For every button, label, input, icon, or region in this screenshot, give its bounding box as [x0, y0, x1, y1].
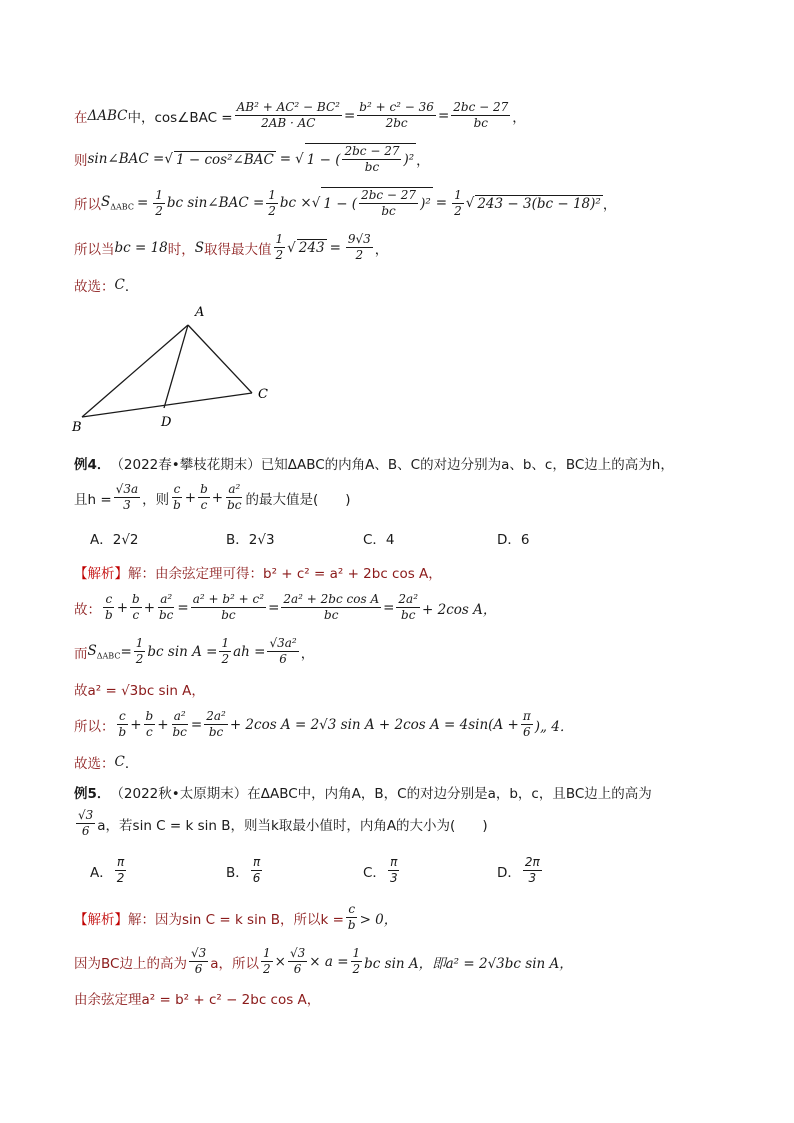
- option-c[interactable]: C．4: [363, 532, 395, 548]
- expr: bc = 18: [114, 239, 168, 256]
- example-label: 例4．: [74, 457, 111, 473]
- text: 由余弦定理a² = b² + c² − 2bc cos A，: [74, 992, 321, 1008]
- vertex-label-b: B: [72, 420, 82, 435]
- expr: sin∠BAC =: [87, 151, 165, 167]
- fraction: $\frac{1}{2}$: [155, 187, 163, 218]
- text: ，则: [142, 491, 170, 508]
- fraction: $\frac{1}{2}$: [454, 187, 462, 218]
- solution-line-1: [74, 100, 526, 131]
- text: 的最大值是( ): [245, 491, 351, 508]
- text: 在: [74, 109, 88, 126]
- example-label: 例5．: [74, 786, 111, 802]
- radical: 243: [298, 240, 325, 256]
- example-4-question: [74, 453, 674, 473]
- fraction: $\frac{1}{2}$: [275, 232, 284, 262]
- text: 所以：: [74, 718, 115, 735]
- expr: bc ×: [279, 195, 312, 211]
- source: （2022秋•太原期末）: [110, 786, 248, 802]
- expr: bc sin A =: [147, 643, 218, 660]
- ex5-solution-1: [74, 902, 397, 933]
- radical: 1 − ( $\frac{2bc - 27}{bc}$ )²: [323, 188, 431, 218]
- option-b[interactable]: B．2√3: [226, 532, 275, 548]
- ex4-solution-5: 所以： $\frac{c}{b}$ + $\frac{b}{c}$ + $\frac{\text{a²}}{bc}$ = $\frac{\text{2a²}}{bc}$ + 2cos A = 2√3 sin A + 2cos A = 4sin(A + $\frac{\pi}{6}$ )„ 4．: [74, 709, 574, 739]
- text: 因为BC边上的高为: [74, 955, 187, 972]
- punct: ，: [512, 109, 526, 126]
- fraction: $\frac{9√3}{2}$: [347, 232, 371, 262]
- ex5-solution-2: 因为BC边上的高为 $\frac{√3}{6}$ a，所以 $\frac{1}{2}$ × $\frac{√3}{6}$ × a = $\frac{1}{2}$ bc sin A，即a² = 2√3bc sin A，: [74, 946, 573, 976]
- example-4-question-2: 且h = $\frac{√3a}{3}$ ，则 $\frac{c}{b}$ + $\frac{b}{c}$ + $\frac{\text{a²}}{bc}$ 的最大值是( ): [74, 482, 351, 512]
- fraction: $\frac{\text{b² + c² − 36}}{2bc}$: [359, 100, 434, 130]
- fraction: $\frac{\text{a²}}{bc}$: [227, 482, 242, 512]
- answer: C: [114, 277, 125, 293]
- ex4-solution-4: [74, 679, 205, 699]
- text: 中，cos∠BAC =: [127, 109, 233, 126]
- expr: S: [194, 239, 205, 256]
- solution-line-2: 则 sin∠BAC = √ 1 − cos²∠BAC = √ 1 − ( $\frac{2bc - 27}{bc}$ )² ，: [74, 144, 430, 174]
- text: 故：: [74, 601, 101, 618]
- equals: =: [343, 107, 356, 124]
- triangle-figure: [60, 300, 300, 440]
- question-text: 已知ΔABC的内角A、B、C的对边分别为a、b、c，BC边上的高为h，: [260, 457, 674, 473]
- question-text: a，若sin C = k sin B，则当k取最小值时，内角A的大小为( ): [97, 817, 488, 834]
- fraction: $\frac{\text{2a²}}{bc}$: [398, 592, 419, 622]
- fraction: $\frac{c}{b}$: [173, 482, 181, 512]
- text: 而: [74, 645, 88, 662]
- expr: bc sin∠BAC =: [166, 195, 265, 211]
- option-a[interactable]: A．2√2: [90, 532, 139, 548]
- vertex-label-d: D: [161, 415, 172, 430]
- text: 则: [74, 153, 88, 169]
- fraction: $\frac{√3a}{3}$: [115, 482, 139, 512]
- fraction: $\frac{√3}{6}$: [190, 946, 207, 976]
- analysis-tag: 【解析】: [74, 566, 128, 582]
- ex4-solution-1: [74, 562, 442, 582]
- fraction: $\frac{c}{b}$: [347, 902, 356, 932]
- option-a[interactable]: A． $\frac{\pi}{2}$: [90, 855, 125, 885]
- ex4-solution-2: 故： $\frac{c}{b}$ + $\frac{b}{c}$ + $\frac{\text{a²}}{bc}$ = $\frac{\text{a² + b² + c²}}{bc}$ = $\frac{\text{2a² + 2bc cos A}}{bc}$ = $\frac{\text{2a²}}{bc}$ + 2cos A，: [74, 592, 497, 622]
- expr: > 0，: [359, 911, 398, 928]
- expr: )„ 4．: [534, 718, 574, 735]
- vertex-label-a: A: [195, 305, 205, 320]
- radical: 1 − cos²∠BAC: [175, 151, 274, 168]
- fraction: $\frac{2bc - 27}{bc}$: [453, 100, 509, 130]
- option-b[interactable]: B． $\frac{\pi}{6}$: [226, 855, 261, 885]
- answer-line: 故选： C ．: [74, 277, 139, 295]
- text: 所以: [74, 197, 101, 213]
- expr: × a =: [309, 953, 349, 970]
- text: 故选：: [74, 756, 115, 772]
- text: 取得最大值: [204, 241, 272, 258]
- fraction: $\frac{b}{c}$: [200, 482, 208, 512]
- option-d[interactable]: D． $\frac{2\pi}{3}$: [497, 855, 540, 885]
- text: 解：由余弦定理可得：b² + c² = a² + 2bc cos A，: [128, 566, 442, 582]
- text: 解：因为sin C = k sin B，所以k =: [128, 911, 344, 928]
- ex4-solution-3: 而 $S_{\Delta ABC}$ = $\frac{1}{2}$ bc sin A = $\frac{1}{2}$ ah = $\frac{\text{√3a²}}{6}$ ，: [74, 636, 315, 666]
- fraction: $\frac{\text{AB² + AC² − BC²}}{2AB \cdot AC}$: [236, 100, 340, 130]
- radical: 1 − ( $\frac{2bc - 27}{bc}$ )²: [306, 144, 415, 174]
- ex4-answer: 故选： C ．: [74, 754, 139, 772]
- answer: C: [114, 754, 125, 770]
- text: 故a² = √3bc sin A，: [74, 683, 205, 699]
- option-c[interactable]: C． $\frac{\pi}{3}$: [363, 855, 398, 885]
- example-5-question-2: [74, 808, 488, 839]
- area-symbol: $S_{\Delta ABC}$: [101, 194, 134, 212]
- expr: bc sin A，即a² = 2√3bc sin A，: [364, 955, 573, 972]
- expr: ah =: [233, 643, 266, 660]
- vertex-label-c: C: [258, 387, 268, 402]
- analysis-tag: 【解析】: [74, 911, 128, 928]
- solution-line-3: 所以 $S_{\Delta ABC}$ = $\frac{1}{2}$ bc sin∠BAC = $\frac{1}{2}$ bc × √ 1 − ( $\frac{2bc - 27}{bc}$ )² = $\frac{1}{2}$ √ 243 − 3(bc − 18)² ，: [74, 187, 617, 218]
- text: 所以当: [74, 241, 115, 258]
- fraction: $\frac{\text{a² + b² + c²}}{bc}$: [192, 592, 265, 622]
- question-text: 在ΔABC中，内角A，B，C的对边分别是a，b，c，且BC边上的高为: [247, 786, 652, 802]
- text: 故选：: [74, 279, 115, 295]
- fraction: $\frac{√3}{6}$: [78, 808, 94, 838]
- fraction: $\frac{\text{√3a²}}{6}$: [269, 636, 297, 666]
- example-5-question: [74, 782, 652, 802]
- solution-line-4: 所以当 bc = 18 时， S 取得最大值 $\frac{1}{2}$ √ 243 = $\frac{9√3}{2}$ ，: [74, 232, 389, 262]
- area-symbol: $S_{\Delta ABC}$: [87, 642, 121, 661]
- option-d[interactable]: D．6: [497, 532, 530, 548]
- fraction: $\frac{1}{2}$: [268, 187, 276, 218]
- fraction: $\frac{\text{2a² + 2bc cos A}}{bc}$: [283, 592, 380, 622]
- equals: =: [437, 107, 450, 124]
- equals: =: [279, 151, 292, 167]
- text: 且h =: [74, 491, 112, 508]
- expr: + 2cos A = 2√3 sin A + 2cos A = 4sin(A +: [229, 716, 519, 733]
- ex5-solution-3: [74, 988, 320, 1008]
- triangle-label: ΔABC: [87, 107, 128, 124]
- text: 时，: [167, 241, 195, 258]
- source: （2022春•攀枝花期末）: [110, 457, 261, 473]
- punct: ，: [416, 153, 430, 169]
- fraction: $\frac{\pi}{6}$: [522, 709, 531, 739]
- text: a，所以: [210, 955, 260, 972]
- radical: 243 − 3(bc − 18)²: [477, 195, 601, 212]
- expr: + 2cos A，: [422, 601, 497, 618]
